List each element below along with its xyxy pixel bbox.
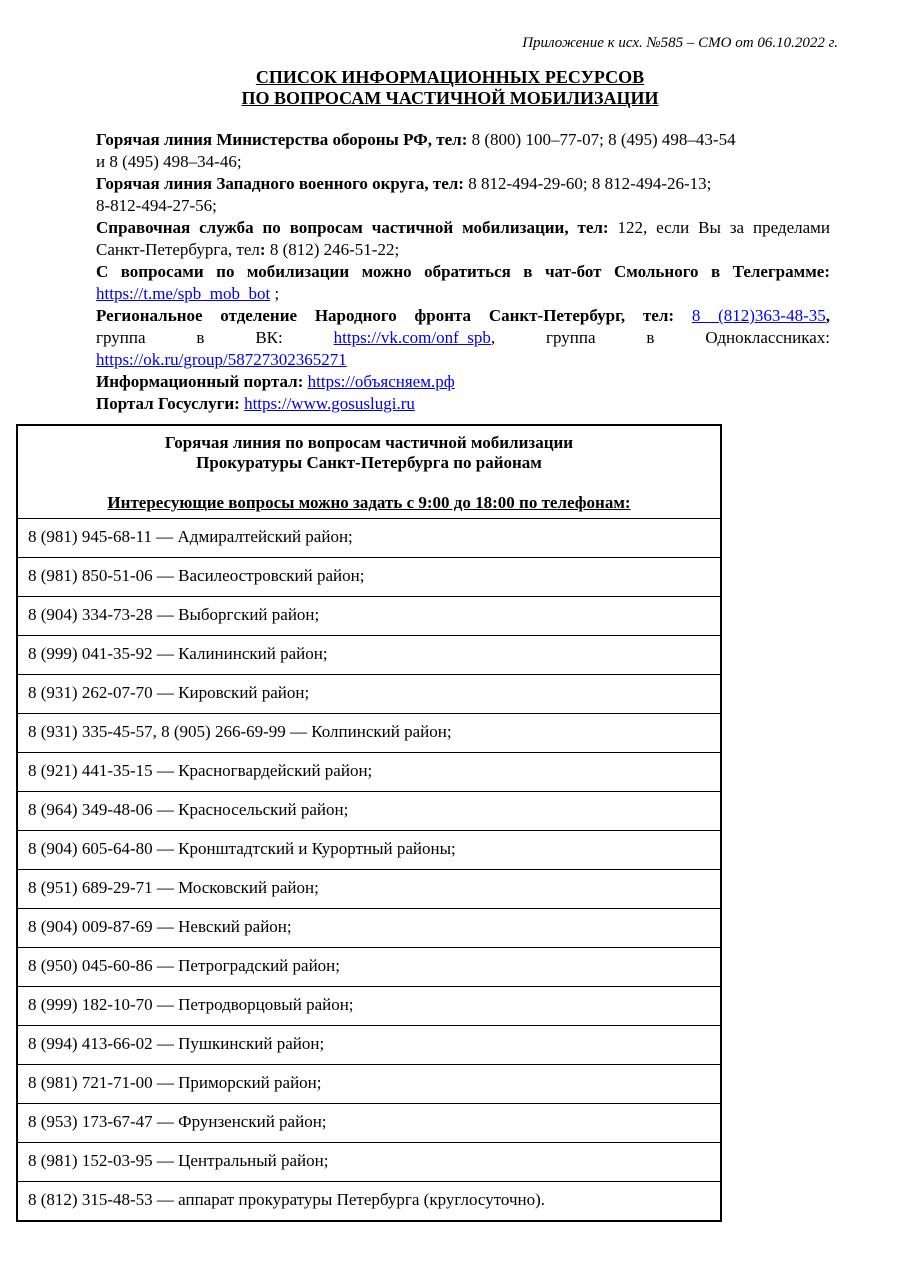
table-row [17, 1143, 721, 1182]
document-title-line2: ПО ВОПРОСАМ ЧАСТИЧНОЙ МОБИЛИЗАЦИИ [241, 88, 659, 108]
row-text: 8 (981) 152-03-95 — Центральный район; [17, 1143, 721, 1182]
table-row [17, 558, 721, 597]
table-row [17, 792, 721, 831]
text-line [96, 195, 830, 217]
text-run: Санкт-Петербурга, тел [96, 240, 260, 259]
bold-text-run: Горячая линия Западного военного округа, тел: [96, 174, 469, 193]
table-row [17, 1104, 721, 1143]
table-header-row [17, 425, 721, 519]
row-text: 8 (904) 334-73-28 — Выборгский район; [17, 597, 721, 636]
row-text: 8 (981) 850-51-06 — Василеостровский район; [17, 558, 721, 597]
bold-text-run: Информационный портал: [96, 372, 308, 391]
table-row [17, 831, 721, 870]
text-line [96, 327, 830, 349]
row-text: 8 (950) 045-60-86 — Петроградский район; [17, 948, 721, 987]
table-row [17, 519, 721, 558]
page-annotation: Приложение к исх. №585 – СМО от 06.10.2022 г. [522, 35, 838, 51]
header-spacer [28, 473, 710, 493]
text-line [96, 349, 830, 371]
document-title-line1: СПИСОК ИНФОРМАЦИОННЫХ РЕСУРСОВ [255, 67, 645, 87]
row-text: 8 (921) 441-35-15 — Красногвардейский район; [17, 753, 721, 792]
bold-text-run: : [259, 240, 266, 259]
table-row [17, 948, 721, 987]
row-text: 8 (931) 335-45-57, 8 (905) 266-69-99 — Колпинский район; [17, 714, 721, 753]
text-run: ; [270, 284, 280, 303]
bold-text-run: Региональное отделение Народного фронта Санкт-Петербург, тел: [96, 306, 692, 325]
hyperlink[interactable]: https://www.gosuslugi.ru [244, 394, 415, 413]
text-run: , группа в Одноклассниках: [490, 328, 830, 347]
row-text: 8 (964) 349-48-06 — Красносельский район; [17, 792, 721, 831]
text-run: 122, если Вы за пределами [617, 218, 830, 237]
text-run: 8-812-494-27-56; [96, 196, 217, 215]
row-text: 8 (953) 173-67-47 — Фрунзенский район; [17, 1104, 721, 1143]
text-line [96, 371, 830, 393]
text-run: и 8 (495) 498–34-46; [96, 152, 242, 171]
row-text: 8 (994) 413-66-02 — Пушкинский район; [17, 1026, 721, 1065]
hyperlink[interactable]: https://ok.ru/group/58727302365271 [96, 350, 347, 369]
text-line [96, 151, 830, 173]
text-line [96, 393, 830, 415]
bold-text-run: С вопросами по мобилизации можно обратиться в чат-бот Смольного в Телеграмме: [96, 262, 830, 281]
text-run: 8 812-494-29-60; 8 812-494-26-13; [468, 174, 712, 193]
table-row [17, 1182, 721, 1222]
bold-text-run: Справочная служба по вопросам частичной мобилизации, тел: [96, 218, 618, 237]
row-text: 8 (999) 182-10-70 — Петродворцовый район; [17, 987, 721, 1026]
table-header-title-line1: Горячая линия по вопросам частичной мобилизации [164, 433, 574, 452]
table-row [17, 1065, 721, 1104]
hotline-table [16, 424, 722, 1222]
table-row [17, 636, 721, 675]
table-row [17, 714, 721, 753]
text-line [96, 305, 830, 327]
row-text: 8 (904) 605-64-80 — Кронштадтский и Курортный районы; [17, 831, 721, 870]
table-header-cell [17, 425, 721, 519]
table-row [17, 675, 721, 714]
text-run: группа в ВК: [96, 328, 334, 347]
text-line [96, 217, 830, 239]
hyperlink[interactable]: 8 (812)363-48-35 [691, 306, 826, 325]
hyperlink[interactable]: https://t.me/spb_mob_bot [96, 284, 271, 303]
row-text: 8 (812) 315-48-53 — аппарат прокуратуры Петербурга (круглосуточно). [17, 1182, 721, 1222]
row-text: 8 (981) 945-68-11 — Адмиралтейский район; [17, 519, 721, 558]
info-paragraphs [96, 129, 830, 415]
table-header-title-line2: Прокуратуры Санкт-Петербурга по районам [196, 453, 542, 472]
table-row [17, 753, 721, 792]
text-line [96, 283, 830, 305]
text-line [96, 129, 830, 151]
row-text: 8 (904) 009-87-69 — Невский район; [17, 909, 721, 948]
text-line [96, 261, 830, 283]
bold-text-run: , [825, 306, 830, 325]
row-text: 8 (999) 041-35-92 — Калининский район; [17, 636, 721, 675]
row-text: 8 (931) 262-07-70 — Кировский район; [17, 675, 721, 714]
bold-text-run: Горячая линия Министерства обороны РФ, тел: [96, 130, 472, 149]
row-text: 8 (981) 721-71-00 — Приморский район; [17, 1065, 721, 1104]
hyperlink[interactable]: https://vk.com/onf_spb [333, 328, 491, 347]
table-row [17, 987, 721, 1026]
table-header-subtitle: Интересующие вопросы можно задать с 9:00 до 18:00 по телефонам: [107, 493, 631, 512]
hyperlink[interactable]: https://объясняем.рф [307, 372, 455, 391]
table-row [17, 1026, 721, 1065]
bold-text-run: Портал Госуслуги: [96, 394, 245, 413]
table-row [17, 909, 721, 948]
document-title [0, 67, 900, 109]
text-line [96, 239, 830, 261]
text-run: 8 (800) 100–77-07; 8 (495) 498–43-54 [471, 130, 736, 149]
table-row [17, 597, 721, 636]
table-row [17, 870, 721, 909]
text-line [96, 173, 830, 195]
text-run: 8 (812) 246-51-22; [265, 240, 400, 259]
row-text: 8 (951) 689-29-71 — Московский район; [17, 870, 721, 909]
